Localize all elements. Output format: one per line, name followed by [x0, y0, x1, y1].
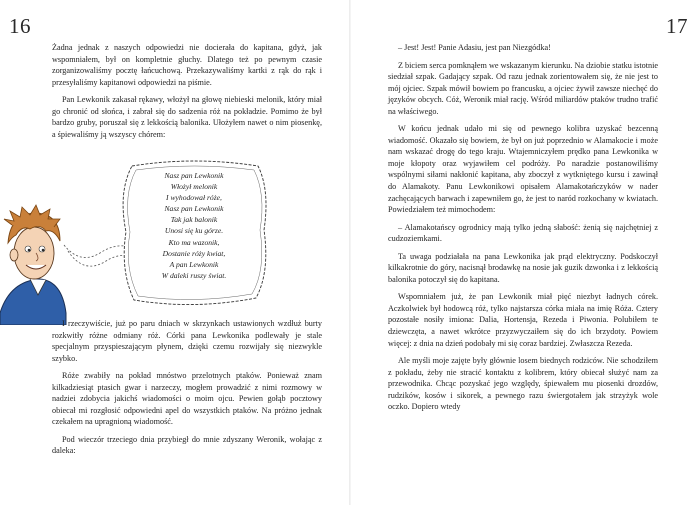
right-page-text: [388, 42, 658, 419]
song-speech-bubble: [118, 160, 270, 306]
paragraph: Z biciem serca pomknąłem we wskazanym kierunku. Na dziobie statku istotnie siedział szpak. Gadający szpak. Od razu jednak zorientowałem się, że nie jest to mój ojciec. Szpak mówił bowiem po francusku, a ojciec żywił zawsze niechęć do języków obcych. Cóż, Weronik miał rację. Wśród miliardów ptaków trudno trafić na właściwego.: [388, 60, 658, 116]
poem-line: Tak jak balonik: [170, 215, 218, 225]
poem-line: I wyhodował róże,: [166, 193, 222, 203]
paragraph: Róże zwabiły na pokład mnóstwo przelotnych ptaków. Ponieważ znam kilkadziesiąt ptasich gwar i narzeczy, mogłem prowadzić z nimi rozmowy w nadziei zdobycia jakichś wiadomości o moim ojcu. Pewien gołąb pocztowy obiecał mi rozgłosić odpowiedni apel do wszystkich ptaków. Na próżno jednak czekałem na upragnioną wiadomość.: [52, 371, 322, 427]
paragraph: Ale myśli moje zajęte były głównie losem biednych rodziców. Nie schodziłem z pokładu, żeby nie stracić kontaktu z kolibrem, który obiecał służyć nam za przewodnika. Chcąc pozyskać jego względy, śpiewałem mu piosenki drozdów, rudzików, kosów i sikorek, a pewnego razu świergotałem jak strzyżyk wole oczko. Dopiero wtedy: [388, 356, 658, 412]
paragraph: Pod wieczór trzeciego dnia przybiegł do mnie zdyszany Weronik, wołając z daleka:: [52, 434, 322, 456]
poem-line: Włożył melonik: [170, 182, 218, 192]
poem-line: Unosi się ku górze.: [164, 226, 224, 236]
paragraph: Wspomniałem już, że pan Lewkonik miał pięć niezbyt ładnych córek. Aczkolwiek był hodowcą róż, tylko najstarsza córka miała na imię Róża. Cztery pozostałe nosiły imiona: Dalia, Hortensja, Rezeda i Piwonia. Polubiłem te dziewczęta, a nawet wkrótce przyzwyczaiłem się do ich brzydoty. Powiem więcej: z dnia na dzień podobały mi się coraz bardziej. Zwłaszcza Rezeda.: [388, 292, 658, 348]
paragraph: – Jest! Jest! Panie Adasiu, jest pan Niezgódka!: [398, 43, 551, 52]
page-number-left: 16: [9, 14, 31, 38]
left-page-text-top: [52, 42, 322, 146]
poem-line: W daleki ruszy świat.: [161, 270, 227, 280]
paragraph: – Alamakotańscy ogrodnicy mają tylko jedną słabość: żenią się najchętniej z cudzoziemkami.: [388, 222, 658, 244]
paragraph: Pan Lewkonik zakasał rękawy, włożył na głowę niebieski melonik, który miał go chronić od słońca, i zabrał się do sadzenia róż na pokładzie. Pomimo że był bardzo gruby, poruszał się z lekkością balonika. Ułożyłem nawet o nim piosenkę, a śpiewaliśmy ją wszyscy chórem:: [52, 95, 322, 139]
paragraph: W końcu jednak udało mi się od pewnego kolibra uzyskać bezcenną wiadomość. Okazało się bowiem, że był on już poprzednio w Alamakocie i może nam wskazać drogę do tego kraju. Wtajemniczyłem prędko pana Lewkonika w moje kłopoty oraz wyjawiłem cel podróży. Po naradzie postanowiliśmy wspólnymi siłami nakłonić kapitana, aby zboczył z wytkniętego kursu i zawinął do Alamakoty. Panu Lewkonikowi opisałem Alamakotańczyków w nader zachęcających barwach i zapewniłem go, że jest to naród rozkochany w kwiatach. Powiedziałem też mimochodem:: [388, 124, 658, 215]
poem-line: A pan Lewkonik: [169, 259, 219, 269]
page-number-right: 17: [666, 14, 688, 38]
paragraph: I rzeczywiście, już po paru dniach w skrzynkach ustawionych wzdłuż burty rozkwitły różne odmiany róż. Córki pana Lewkonika podlewały je stale specjalnym przyspieszającym płynem, dzięki czemu rozwijały się niezwykle szybko.: [52, 319, 322, 363]
poem-line: Nasz pan Lewkonik: [164, 171, 224, 180]
paragraph: Ta uwaga podziałała na pana Lewkonika jak prąd elektryczny. Podskoczył kilkakrotnie do góry, nacisnął brodawkę na nosie jak guzik dzwonka i z lekkością balonika potoczył się do kapitana.: [388, 251, 658, 284]
book-gutter: [349, 0, 351, 505]
poem-line: Nasz pan Lewkonik: [164, 204, 224, 214]
song-lyrics: [118, 170, 270, 281]
poem-line: Dostanie róży kwiat,: [162, 248, 226, 258]
left-page-text-bottom: [52, 318, 322, 463]
poem-line: Kto ma wazonik,: [168, 237, 220, 247]
paragraph: Żadna jednak z naszych odpowiedzi nie docierała do kapitana, gdyż, jak wspomniałem, był on kompletnie głuchy. Dlatego też po pewnym czasie zorganizowaliśmy pocztę łańcuchową. Przekazywaliśmy kartki z rąk do rąk i przesyłaliśmy kapitanowi odpowiedzi na piśmie.: [52, 43, 322, 87]
